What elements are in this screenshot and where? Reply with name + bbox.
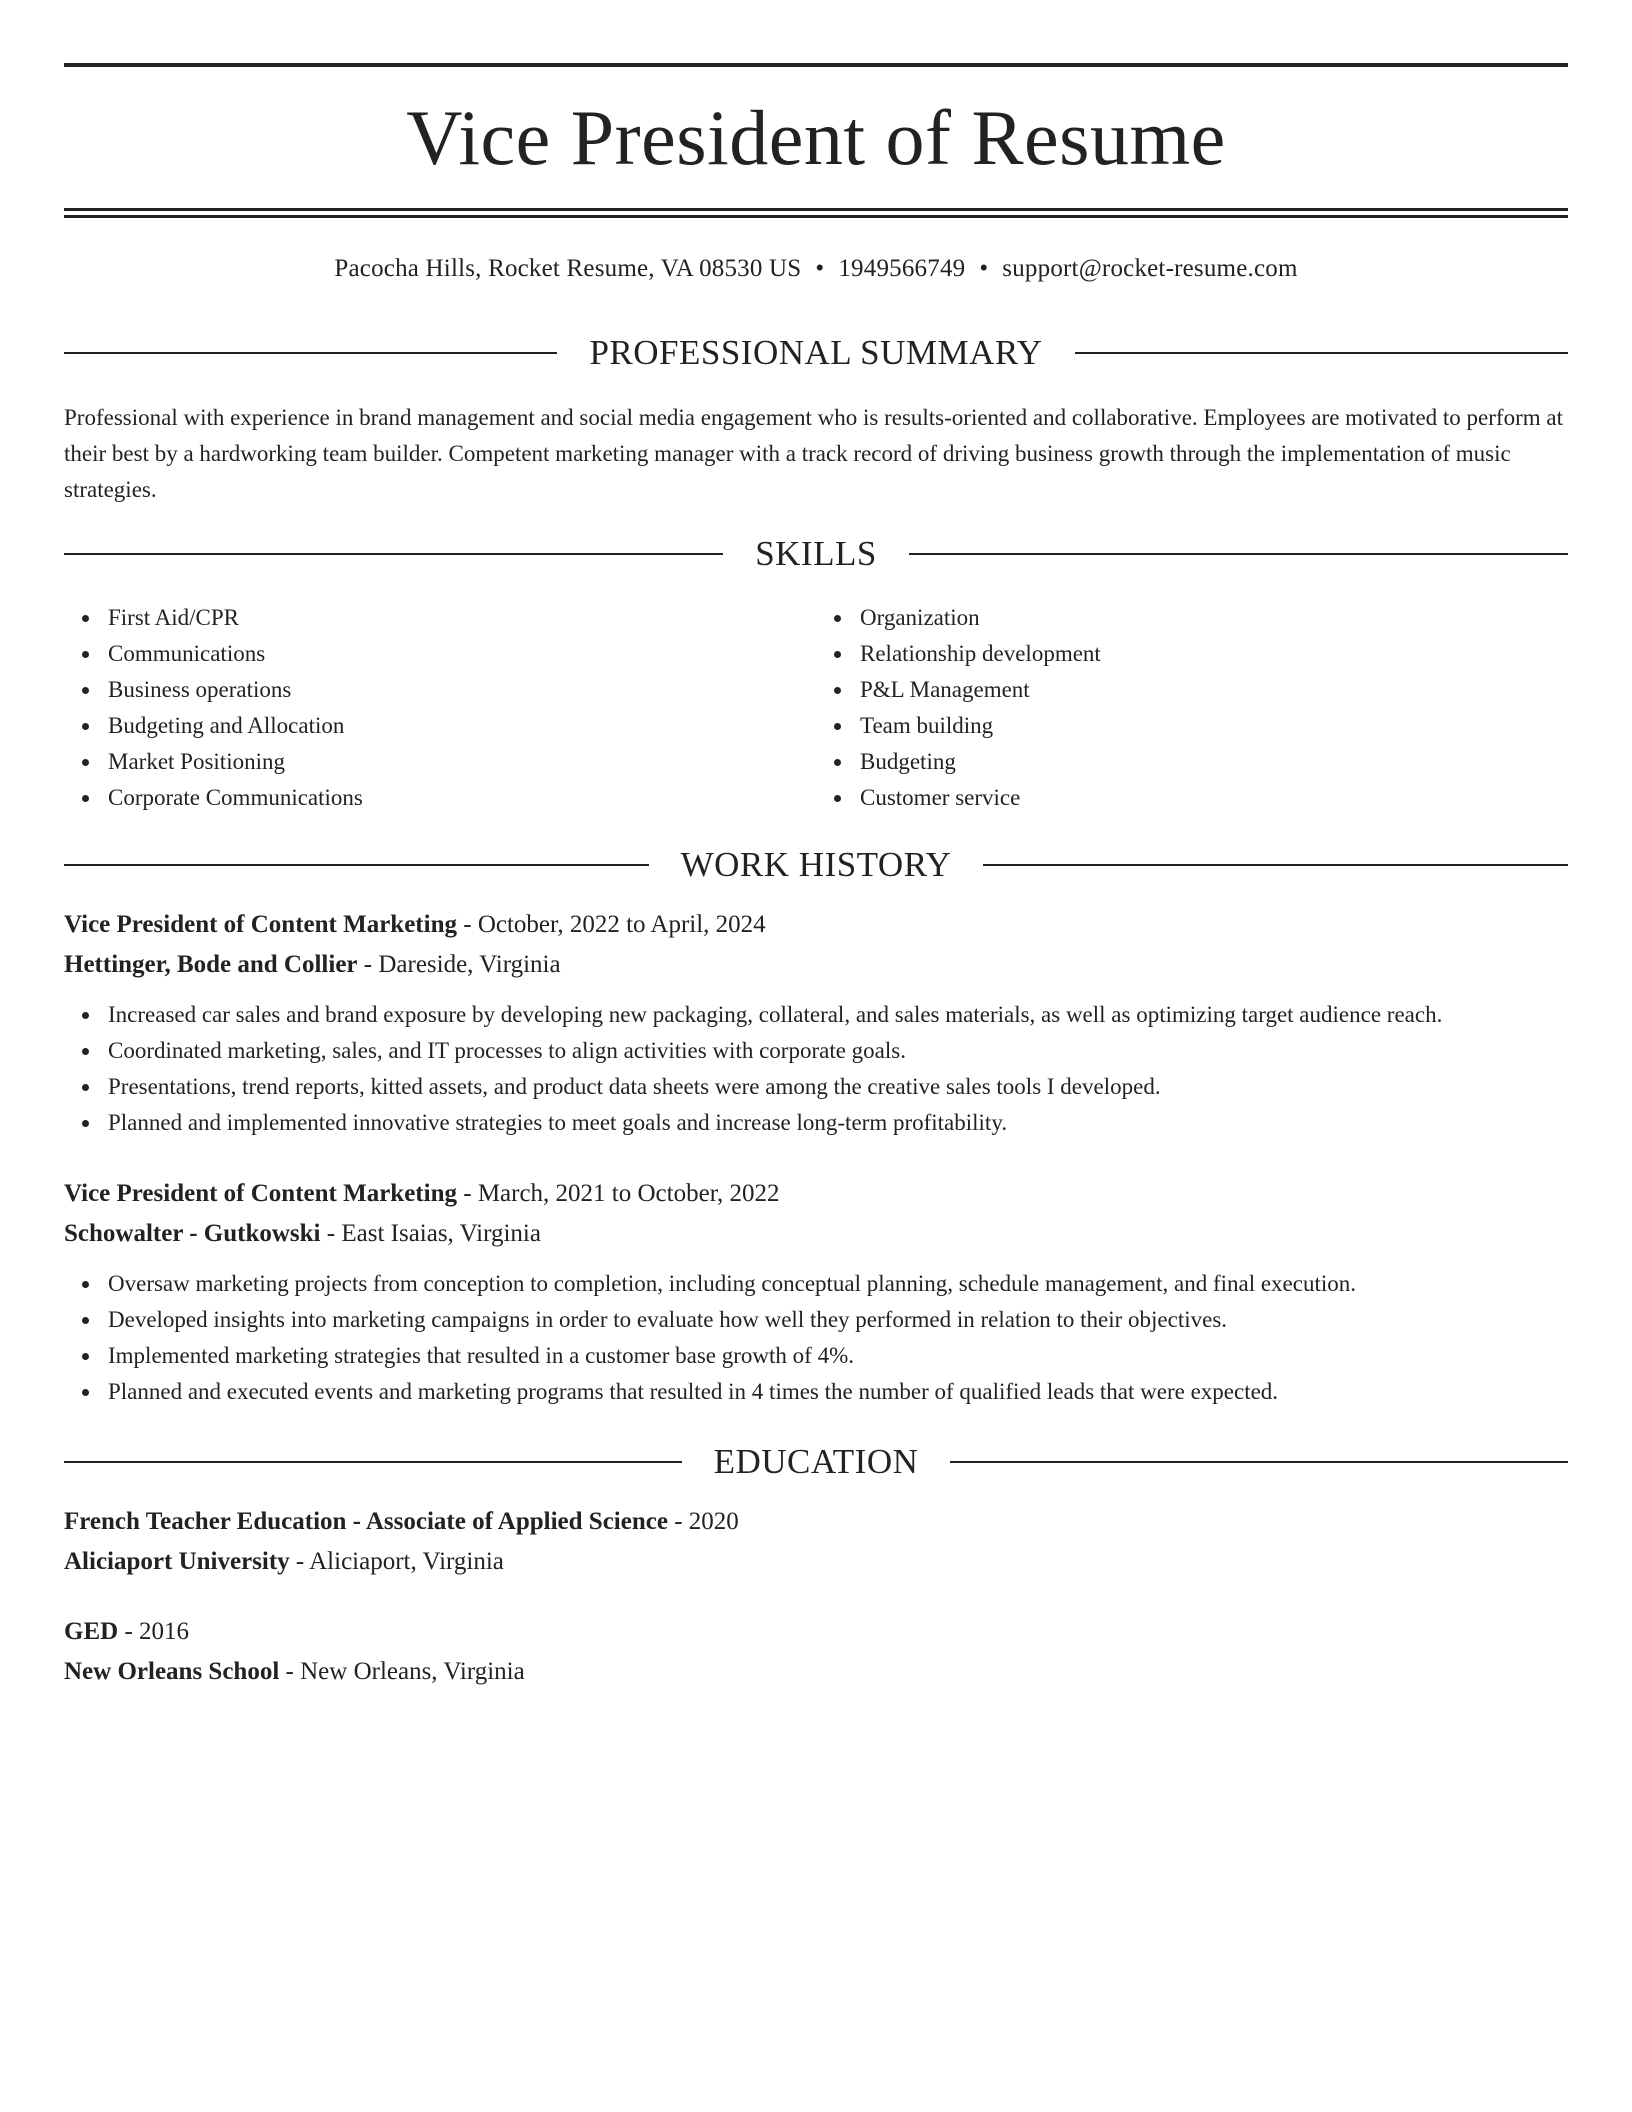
education-entry (64, 1502, 1568, 1582)
job-bullet: Planned and executed events and marketing programs that resulted in 4 times the number of qualified leads that were expected. (108, 1374, 1568, 1410)
skill-item: Budgeting and Allocation (108, 708, 816, 744)
skills-column-right (816, 600, 1568, 816)
education-location: New Orleans, Virginia (300, 1658, 525, 1685)
heading-rule (64, 1461, 682, 1463)
job-company-line: Schowalter - Gutkowski - East Isaias, Virginia (64, 1220, 541, 1247)
contact-email: support@rocket-resume.com (1002, 255, 1298, 282)
skill-item: Communications (108, 636, 816, 672)
section-title: PROFESSIONAL SUMMARY (589, 333, 1043, 372)
education-heading (64, 1440, 1568, 1484)
job-title: Vice President of Content Marketing (64, 1180, 457, 1207)
heading-rule (64, 864, 649, 866)
job-location: East Isaias, Virginia (341, 1220, 541, 1247)
skill-item: Organization (860, 600, 1568, 636)
section-title: EDUCATION (713, 1442, 919, 1481)
education-school-line: New Orleans School - New Orleans, Virginia (64, 1658, 525, 1685)
education-school: Aliciaport University (64, 1548, 290, 1575)
skill-item: Corporate Communications (108, 780, 816, 816)
candidate-name: Vice President of Resume (406, 94, 1226, 181)
job-bullets (64, 1266, 1568, 1410)
skill-item: Budgeting (860, 744, 1568, 780)
heading-rule (983, 864, 1568, 866)
skill-item: Market Positioning (108, 744, 816, 780)
summary-heading (64, 331, 1568, 375)
education-degree: French Teacher Education - Associate of Applied Science (64, 1508, 668, 1535)
contact-line (64, 252, 1568, 286)
job-bullet: Presentations, trend reports, kitted assets, and product data sheets were among the creative sales tools I developed. (108, 1069, 1568, 1105)
job-bullets (64, 997, 1568, 1141)
skill-item: Team building (860, 708, 1568, 744)
contact-address: Pacocha Hills, Rocket Resume, VA 08530 US (334, 255, 802, 282)
skill-item: Business operations (108, 672, 816, 708)
education-location: Aliciaport, Virginia (309, 1548, 504, 1575)
skills-heading (64, 532, 1568, 576)
education-school-line: Aliciaport University - Aliciaport, Virginia (64, 1548, 504, 1575)
work-heading (64, 843, 1568, 887)
job-entry (64, 905, 1568, 1141)
section-title: WORK HISTORY (680, 845, 952, 884)
job-title: Vice President of Content Marketing (64, 911, 457, 938)
job-dates: March, 2021 to October, 2022 (477, 1180, 780, 1207)
job-bullet: Planned and implemented innovative strategies to meet goals and increase long-term profitability. (108, 1105, 1568, 1141)
job-bullet: Coordinated marketing, sales, and IT processes to align activities with corporate goals. (108, 1033, 1568, 1069)
heading-rule (64, 352, 557, 354)
contact-phone: 1949566749 (838, 255, 966, 282)
education-year: 2020 (688, 1508, 739, 1535)
job-company: Schowalter - Gutkowski (64, 1220, 321, 1247)
job-bullet: Developed insights into marketing campaigns in order to evaluate how well they performed in relation to their objectives. (108, 1302, 1568, 1338)
contact-separator: • (979, 255, 989, 282)
heading-rule (950, 1461, 1568, 1463)
skill-item: First Aid/CPR (108, 600, 816, 636)
heading-rule (1075, 352, 1568, 354)
heading-rule (64, 553, 723, 555)
job-entry (64, 1174, 1568, 1410)
summary-text: Professional with experience in brand management and social media engagement who is results-oriented and collaborative. Employees are motivated to perform at their best by a hardworking team builder. Competent marketing manager with a track record of driving business growth through the implementation of music strategies. (64, 405, 1563, 502)
job-company: Hettinger, Bode and Collier (64, 951, 358, 978)
skills-column-left (64, 600, 816, 816)
skill-item: Customer service (860, 780, 1568, 816)
heading-rule (909, 553, 1568, 555)
contact-separator: • (815, 255, 825, 282)
skill-item: P&L Management (860, 672, 1568, 708)
job-company-line: Hettinger, Bode and Collier - Dareside, Virginia (64, 951, 561, 978)
double-rule (64, 208, 1568, 218)
education-degree: GED (64, 1618, 119, 1645)
job-title-line: Vice President of Content Marketing - March, 2021 to October, 2022 (64, 1180, 780, 1207)
education-degree-line: French Teacher Education - Associate of Applied Science - 2020 (64, 1508, 739, 1535)
top-rule (64, 63, 1568, 67)
job-location: Dareside, Virginia (378, 951, 561, 978)
education-degree-line: GED - 2016 (64, 1618, 190, 1645)
job-bullet: Oversaw marketing projects from conception to completion, including conceptual planning, schedule management, and final execution. (108, 1266, 1568, 1302)
skills-list (64, 600, 1568, 816)
skill-item: Relationship development (860, 636, 1568, 672)
section-title: SKILLS (755, 534, 877, 573)
job-bullet: Increased car sales and brand exposure by developing new packaging, collateral, and sales materials, as well as optimizing target audience reach. (108, 997, 1568, 1033)
job-dates: October, 2022 to April, 2024 (477, 911, 766, 938)
education-school: New Orleans School (64, 1658, 280, 1685)
job-title-line: Vice President of Content Marketing - October, 2022 to April, 2024 (64, 911, 766, 938)
education-year: 2016 (139, 1618, 190, 1645)
job-bullet: Implemented marketing strategies that resulted in a customer base growth of 4%. (108, 1338, 1568, 1374)
education-entry (64, 1612, 1568, 1692)
